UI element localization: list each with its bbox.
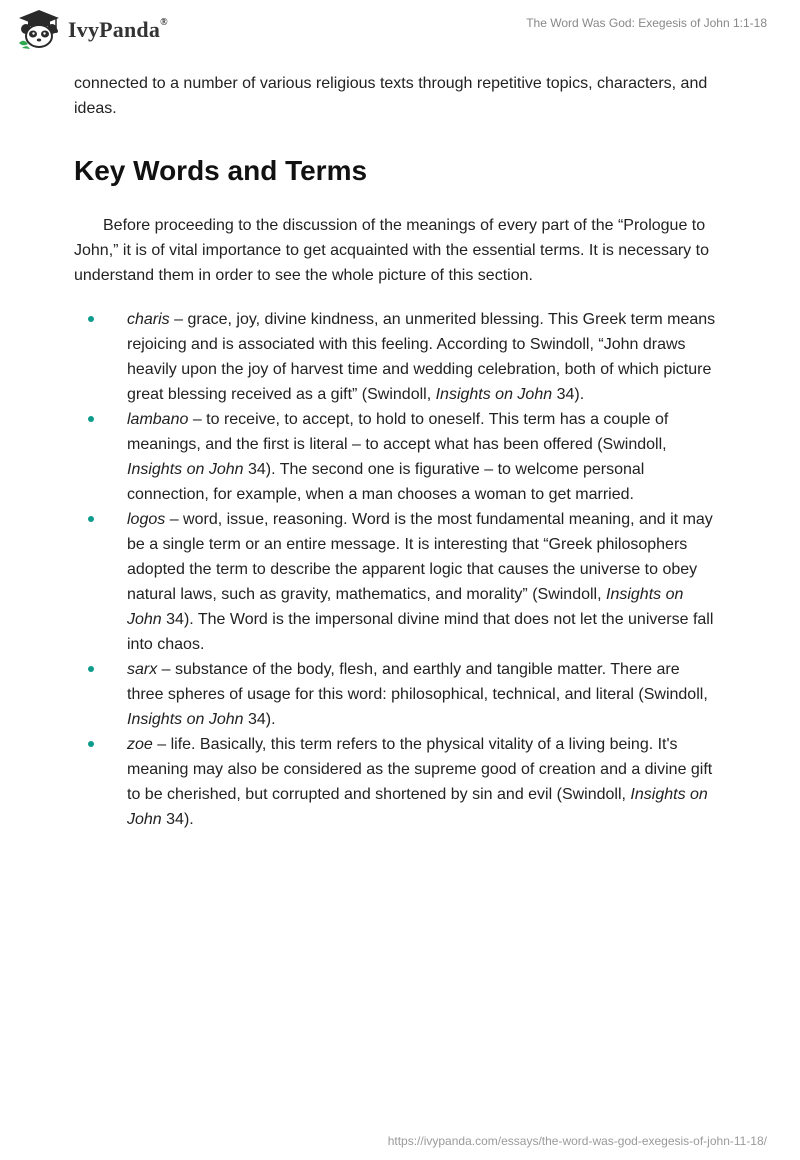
bullet-icon: [88, 416, 94, 422]
panda-graduate-icon: [16, 8, 62, 50]
term-name: lambano: [127, 411, 189, 428]
list-item: [74, 507, 720, 657]
bullet-icon: [88, 316, 94, 322]
section-heading: Key Words and Terms: [74, 155, 368, 186]
term-definition-end: 34). The Word is the impersonal divine mind that does not let the universe fall into chaos.: [127, 611, 714, 653]
list-item: [74, 307, 720, 407]
term-name: charis: [127, 311, 170, 328]
term-definition-end: 34).: [243, 711, 276, 728]
bullet-icon: [88, 516, 94, 522]
list-item: [74, 407, 720, 507]
source-url-link[interactable]: https://ivypanda.com/essays/the-word-was-god-exegesis-of-john-11-18/: [387, 1134, 767, 1148]
term-definition: – life. Basically, this term refers to the physical vitality of a living being. It's meaning may also be considered as the supreme good of creation and a divine gift to be cherished, but corrupted and shortened by sin and evil (Swindoll,: [127, 736, 713, 803]
ivypanda-logo[interactable]: [16, 8, 168, 50]
section-paragraph: Before proceeding to the discussion of the meanings of every part of the “Prologue to John,” it is of vital importance to get acquainted with the essential terms. It is necessary to understand them in order to see the whole picture of this section.: [74, 217, 709, 284]
registered-mark: ®: [160, 16, 168, 28]
term-definition: – grace, joy, divine kindness, an unmerited blessing. This Greek term means rejoicing and is associated with this feeling. According to Swindoll, “John draws heavily upon the joy of harvest time and wedding celebration, both of which picture great blessing received as a gift” (Swindoll,: [127, 311, 716, 403]
list-item: [74, 732, 720, 832]
intro-paragraph: connected to a number of various religious texts through repetitive topics, characters, and ideas.: [74, 75, 708, 117]
page-header: [0, 0, 800, 66]
citation-title: Insights on John: [435, 386, 553, 403]
term-definition-end: 34). The second one is figurative – to welcome personal connection, for example, when a man chooses a woman to get married.: [127, 461, 645, 503]
citation-title: Insights on John: [127, 461, 244, 478]
citation-title: Insights on John: [127, 711, 244, 728]
document-title: The Word Was God: Exegesis of John 1:1-18: [526, 16, 767, 30]
term-name: logos: [127, 511, 166, 528]
bullet-icon: [88, 741, 94, 747]
term-definition-end: 34).: [161, 811, 194, 828]
brand-name: IvyPanda®: [68, 16, 168, 42]
term-definition: – to receive, to accept, to hold to oneself. This term has a couple of meanings, and the first is literal – to accept what has been offered (Swindoll,: [127, 411, 669, 453]
term-definition: – substance of the body, flesh, and earthly and tangible matter. There are three spheres of usage for this word: philosophical, technical, and literal (Swindoll,: [127, 661, 708, 703]
list-item: [74, 657, 720, 732]
citation-title: Insights on John: [127, 786, 708, 828]
bullet-icon: [88, 666, 94, 672]
term-name: sarx: [127, 661, 158, 678]
term-name: zoe: [127, 736, 153, 753]
term-definition: – word, issue, reasoning. Word is the most fundamental meaning, and it may be a single term or an entire message. It is interesting that “Greek philosophers adopted the term to describe the apparent logic that causes the universe to obey natural laws, such as gravity, mathematics, and morality” (Swindoll,: [127, 511, 713, 603]
article-content: [74, 71, 720, 832]
terms-list: [74, 307, 720, 832]
citation-title: Insights on John: [127, 586, 684, 628]
term-definition-end: 34).: [552, 386, 585, 403]
